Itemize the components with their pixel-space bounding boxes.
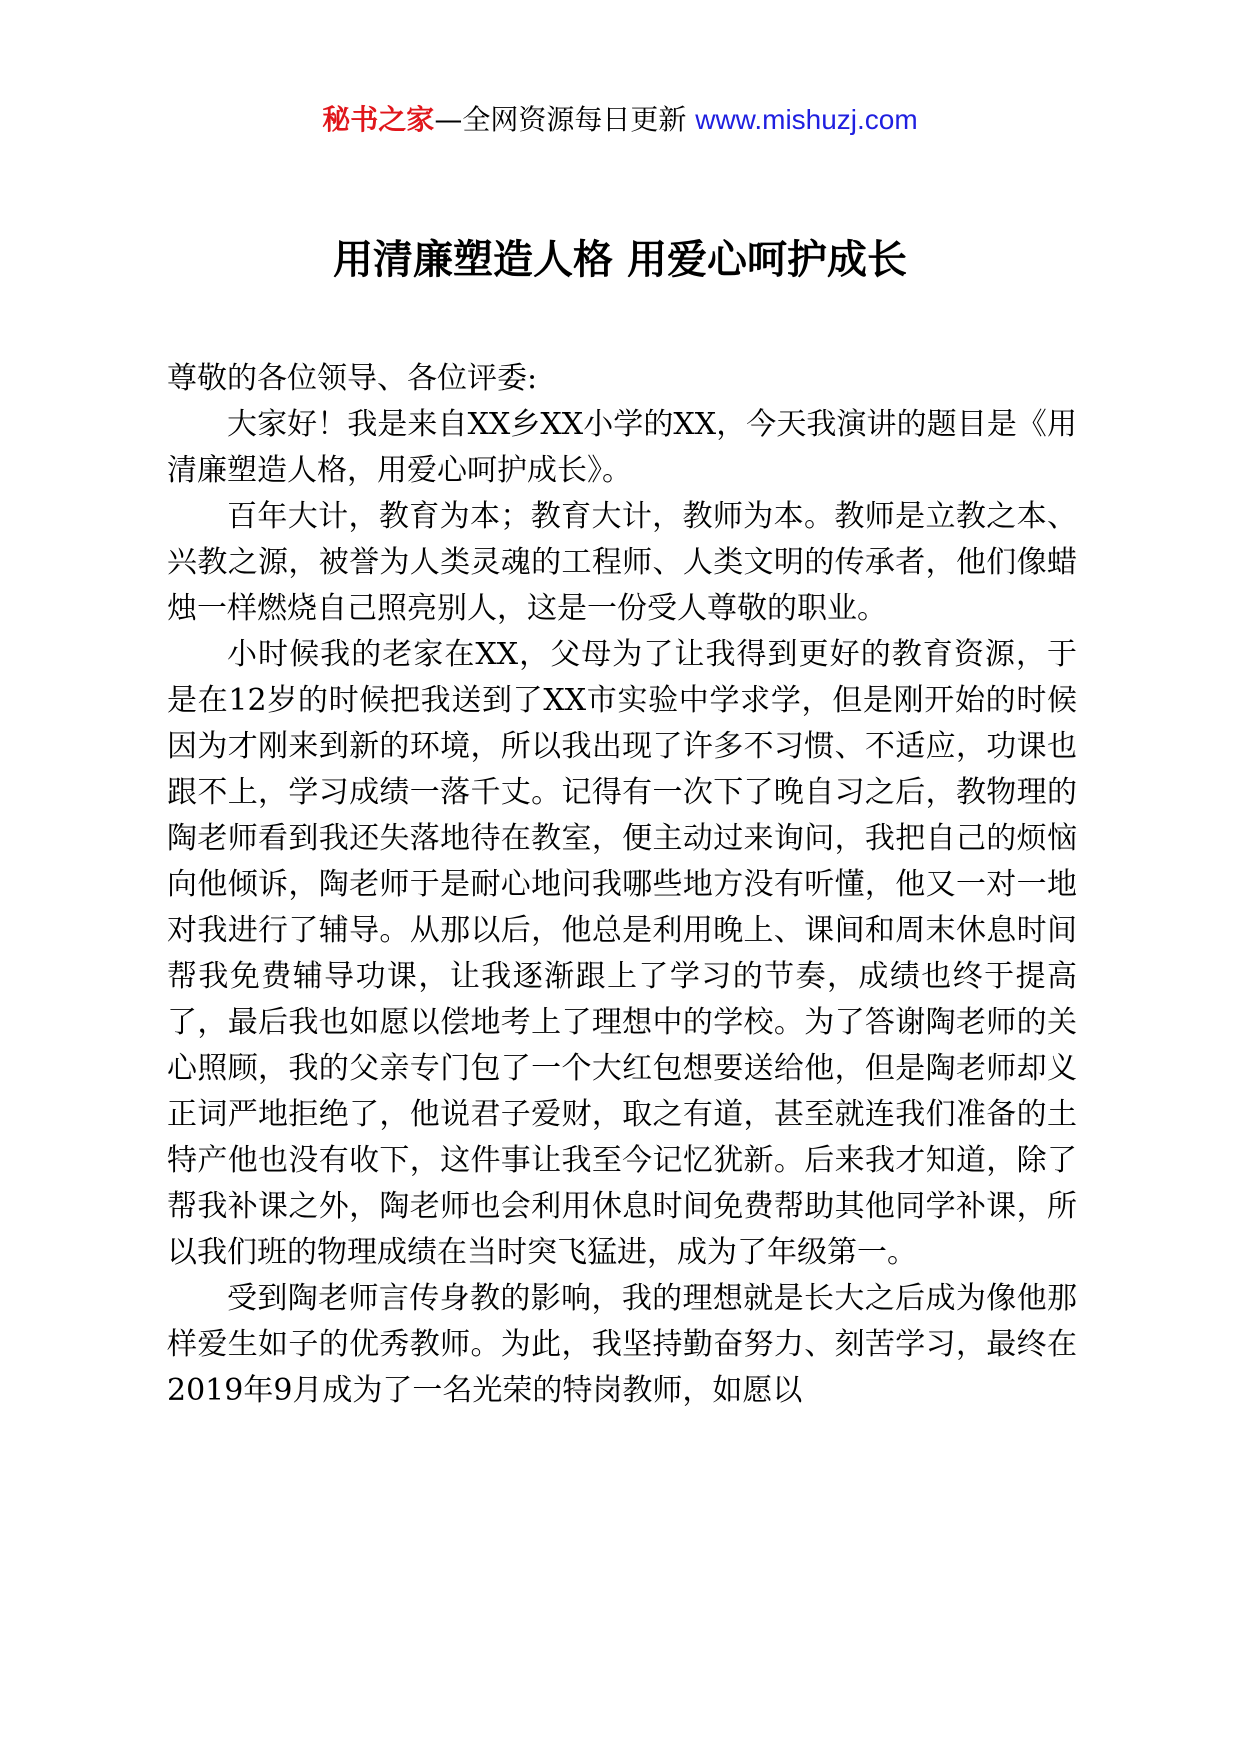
site-header	[0, 100, 1240, 140]
salutation: 尊敬的各位领导、各位评委:	[167, 361, 538, 396]
site-url-link[interactable]: www.mishuzj.com	[695, 104, 918, 135]
paragraph-education: 百年大计，教育为本；教育大计，教师为本。教师是立教之本、兴教之源，被誉为人类灵魂的工程师、人类文明的传承者，他们像蜡烛一样燃烧自己照亮别人，这是一份受人尊敬的职业。	[167, 499, 1077, 626]
document-title: 用清廉塑造人格 用爱心呵护成长	[333, 236, 907, 283]
site-brand: 秘书之家	[322, 103, 435, 136]
document-body	[167, 356, 1077, 1414]
paragraph-childhood-story: 小时候我的老家在XX，父母为了让我得到更好的教育资源，于是在12岁的时候把我送到了XX市实验中学求学，但是刚开始的时候因为才刚来到新的环境，所以我出现了许多不习惯、不适应，功课也跟不上，学习成绩一落千丈。记得有一次下了晚自习之后，教物理的陶老师看到我还失落地待在教室，便主动过来询问，我把自己的烦恼向他倾诉，陶老师于是耐心地问我哪些地方没有听懂，他又一对一地对我进行了辅导。从那以后，他总是利用晚上、课间和周末休息时间帮我免费辅导功课，让我逐渐跟上了学习的节奏，成绩也终于提高了，最后我也如愿以偿地考上了理想中的学校。为了答谢陶老师的关心照顾，我的父亲专门包了一个大红包想要送给他，但是陶老师却义正词严地拒绝了，他说君子爱财，取之有道，甚至就连我们准备的土特产他也没有收下，这件事让我至今记忆犹新。后来我才知道，除了帮我补课之外，陶老师也会利用休息时间免费帮助其他同学补课，所以我们班的物理成绩在当时突飞猛进，成为了年级第一。	[167, 637, 1077, 1270]
paragraph-greeting: 大家好！我是来自XX乡XX小学的XX，今天我演讲的题目是《用清廉塑造人格，用爱心呵护成长》。	[167, 407, 1077, 488]
paragraph-becoming-teacher: 受到陶老师言传身教的影响，我的理想就是长大之后成为像他那样爱生如子的优秀教师。为此，我坚持勤奋努力、刻苦学习，最终在2019年9月成为了一名光荣的特岗教师，如愿以	[167, 1281, 1077, 1408]
site-slogan: —全网资源每日更新	[434, 103, 696, 136]
